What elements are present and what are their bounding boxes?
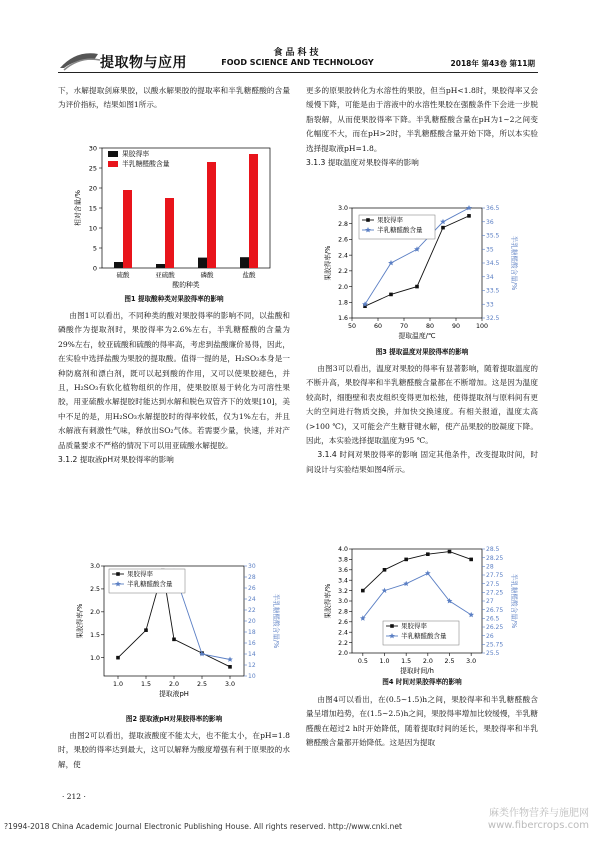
header-rule <box>58 72 538 73</box>
x-axis-label: 酸的种类 <box>172 281 200 289</box>
y-tick-label: 10 <box>88 224 97 233</box>
page-number: · 212 · <box>62 792 86 801</box>
data-point-pectin-yield <box>415 285 419 289</box>
figure-2-chart <box>72 560 282 710</box>
x-tick-label: 2.5 <box>444 658 455 665</box>
y2-tick-label: 28 <box>486 563 494 571</box>
y-axis-label: 果胶得率/% <box>324 245 332 281</box>
data-point-pectin-yield <box>389 293 393 297</box>
figure-1-chart <box>70 140 280 292</box>
paragraph: 由图2可以看出，提取液酸度不能太大，也不能太小，在pH=1.8时，果胶的得率达到最大，这可以解释为酸度增强有利于原果胶的水解，使 <box>58 731 290 769</box>
data-point-pectin-yield <box>469 558 473 562</box>
y-tick-label: 2.6 <box>338 619 348 626</box>
x-tick-label: 2.0 <box>422 658 433 665</box>
y2-tick-label: 27.25 <box>486 589 504 597</box>
paragraph: 由图1可以看出，不同种类的酸对果胶得率的影响不同，以盐酸和磷酸作为提取剂时，果胶得率为2.6%左右，半乳糖醛酸的含量为29%左右，较亚硫酸和硫酸的得率高，考虑到盐酸廉价易得，因此，在实验中选择盐酸为果胶的提取酸。值得一提的是，H₂SO₃本身是一种防腐剂和漂白剂，既可以起到酸的作用，又可以使果胶褪色，并且，H₂SO₃有软化植物组织的作用，使果胶原易于转化为可溶性果胶，用亚硫酸水解提胶时能达到水解和脱色双管齐下的效果[10]，美中不足的是，用H₂SO₃水解提胶时的得率较低，仅为1%左右，并且水解液有刺激性气味，释放出SO₂气体。若需要少量，快速，并对产品质量要求不严格的情况下可以用亚硫酸水解提胶。 <box>58 311 290 450</box>
x-axis-label: 提取温度/℃ <box>398 332 436 340</box>
x-tick-label: 50 <box>347 323 357 330</box>
y-tick-label: 20 <box>88 184 97 193</box>
x-axis-label: 提取液pH <box>159 690 189 698</box>
y2-tick-label: 26 <box>486 632 494 640</box>
x-axis-label: 提取时间/h <box>400 667 434 675</box>
issue-info: 2018年 第43卷 第11期 <box>450 59 535 68</box>
section-logo-text: 提取物与应用 <box>100 55 187 71</box>
y2-tick-label: 36 <box>486 218 494 226</box>
data-point-galacturonic-acid <box>403 581 409 586</box>
y-tick-label: 2.4 <box>338 629 348 637</box>
y2-tick-label: 28.25 <box>486 554 504 562</box>
watermark <box>488 808 589 832</box>
legend-label: 果胶得率 <box>377 216 403 224</box>
figure-3-chart <box>316 202 528 342</box>
figure-2-caption: 图2 提取液pH对果胶得率的影响 <box>125 715 223 723</box>
paragraph: 由图3可以看出，温度对果胶的得率有显著影响，随着提取温度的不断升高，果胶得率和半乳糖醛酸含量都在不断增加。这是因为温度较高时，细胞壁和表皮组织变得更加松弛，使得提取剂与原料间有更大的空间进行物质交换，并加快交换速度。有相关报道，温度太高(>100 ℃)，又可能会产生糖苷键水解，使产品果胶的胶凝度下降。因此，本实验选择提取温度为95 ℃。 <box>306 364 538 446</box>
bar-galacturonic-acid <box>207 162 216 268</box>
y2-tick-label: 26.75 <box>486 606 504 614</box>
x-tick-label: 70 <box>399 323 409 330</box>
y-tick-label: 3.0 <box>90 563 100 571</box>
legend-label: 半乳糖醛酸含量 <box>127 580 173 588</box>
x-tick-label: 盐酸 <box>242 271 256 279</box>
x-tick-label: 1.0 <box>112 681 124 688</box>
bar-pectin-yield <box>156 264 165 268</box>
y-axis-label: 果胶得率/% <box>324 583 332 619</box>
bar-galacturonic-acid <box>165 198 174 268</box>
watermark-line-1: 麻类作物营养与施肥网 <box>489 808 589 819</box>
y2-tick-label: 28 <box>248 574 256 582</box>
y2-tick-label: 34.5 <box>486 260 500 268</box>
y2-tick-label: 26.5 <box>486 615 500 623</box>
y-tick-label: 1.8 <box>338 299 348 307</box>
x-tick-label: 100 <box>475 323 489 330</box>
paragraph: 更多的原果胶转化为水溶性的果胶，但当pH<1.8时，果胶得率又会缓慢下降，可能是由于溶液中的水溶性果胶在强酸条件下会进一步脱脂裂解，从而使果胶得率下降。半乳糖醛酸含量在pH为1~2之间变化幅度不大，而在pH>2时，半乳糖醛酸含量开始下降，所以本实验选择提取液pH=1.8。 <box>306 86 538 153</box>
y-tick-label: 2.6 <box>338 236 348 244</box>
figure-4-chart <box>316 543 528 675</box>
y2-tick-label: 36.5 <box>486 205 500 213</box>
legend-swatch <box>108 161 118 167</box>
x-tick-label: 1.0 <box>379 658 390 665</box>
legend-label: 半乳糖醛酸含量 <box>122 160 170 168</box>
y2-axis-label: 半乳糖醛酸含量/% <box>272 593 280 649</box>
y-tick-label: 30 <box>88 144 97 153</box>
y2-tick-label: 10 <box>248 673 256 681</box>
data-point-galacturonic-acid <box>382 588 388 593</box>
legend-marker <box>366 218 370 222</box>
y-tick-label: 3.8 <box>338 556 348 564</box>
section-heading: 3.1.3 提取温度对果胶得率的影响 <box>306 158 419 168</box>
y2-tick-label: 27.5 <box>486 580 500 588</box>
y2-tick-label: 16 <box>248 640 256 648</box>
bar-galacturonic-acid <box>123 190 132 268</box>
y2-tick-label: 25.5 <box>486 650 500 658</box>
data-point-pectin-yield <box>172 638 176 642</box>
y-tick-label: 4.0 <box>338 546 348 554</box>
y-tick-label: 1.5 <box>90 631 100 639</box>
paragraph: 由图4可以看出，在(0.5~1.5)h之间，果胶得率和半乳糖醛酸含量呈增加趋势，在(1.5~2.5)h之间，果胶得率增加比较缓慢，半乳糖醛酸在超过2 h时开始降低，随着提取时间的延长，果胶得率和半乳糖醛酸含量都开始降低。这是因为提取 <box>306 695 538 748</box>
y2-tick-label: 25.75 <box>486 641 504 649</box>
y2-axis-label: 半乳糖醛酸含量/% <box>510 573 518 629</box>
x-tick-label: 0.5 <box>357 658 368 665</box>
y-tick-label: 3.4 <box>338 577 348 585</box>
y-tick-label: 2.0 <box>338 283 348 291</box>
bar-galacturonic-acid <box>249 154 258 268</box>
data-point-pectin-yield <box>144 628 148 632</box>
data-point-pectin-yield <box>228 665 232 669</box>
y-tick-label: 2.0 <box>338 650 348 658</box>
legend-marker <box>116 572 120 576</box>
x-tick-label: 亚硫酸 <box>155 271 175 279</box>
y-tick-label: 0 <box>92 264 97 273</box>
copyright-footer: ?1994-2018 China Academic Journal Electronic Publishing House. All rights reserved. http://www.cnki.net <box>4 822 403 831</box>
right-column-bottom <box>306 693 538 751</box>
x-tick-label: 2.0 <box>168 681 180 688</box>
series-line-pectin-yield <box>363 552 471 591</box>
y2-tick-label: 20 <box>248 618 256 626</box>
y-tick-label: 2.5 <box>90 586 100 594</box>
data-point-galacturonic-acid <box>227 657 233 662</box>
y-tick-label: 3.0 <box>338 598 348 606</box>
x-tick-label: 80 <box>425 323 435 330</box>
y2-tick-label: 26.25 <box>486 624 504 632</box>
y2-tick-label: 33 <box>486 301 494 309</box>
data-point-pectin-yield <box>404 558 408 562</box>
x-tick-label: 60 <box>373 323 383 330</box>
y-tick-label: 2.8 <box>338 608 348 616</box>
y2-tick-label: 18 <box>248 629 256 637</box>
figure-1-caption: 图1 提取酸种类对果胶得率的影响 <box>124 295 224 303</box>
x-tick-label: 3.0 <box>224 681 236 688</box>
legend-label: 果胶得率 <box>127 570 153 578</box>
bar-pectin-yield <box>114 262 123 268</box>
y-tick-label: 25 <box>88 164 97 173</box>
data-point-pectin-yield <box>448 550 452 554</box>
watermark-line-2: www.fibercrops.com <box>487 820 589 831</box>
y-tick-label: 1.6 <box>338 315 348 323</box>
journal-title-en: FOOD SCIENCE AND TECHNOLOGY <box>221 58 374 67</box>
data-point-galacturonic-acid <box>468 612 474 617</box>
left-column-bottom <box>58 729 290 772</box>
figure-4-caption: 图4 时间对果胶得率的影响 <box>382 678 462 686</box>
y-axis-label: 果胶得率/% <box>76 603 84 639</box>
x-tick-label: 1.5 <box>140 681 152 688</box>
data-point-pectin-yield <box>426 552 430 556</box>
paragraph: 下，水解提取剑麻果胶，以酸水解果胶的提取率和半乳糖醛酸的含量为评价指标，结果如图1所示。 <box>58 86 290 110</box>
x-tick-label: 90 <box>451 323 461 330</box>
y-tick-label: 3.2 <box>338 587 348 595</box>
right-column-top <box>306 84 538 170</box>
y2-tick-label: 28.5 <box>486 546 500 554</box>
section-heading: 3.1.2 提取液pH对果胶得率的影响 <box>58 455 174 465</box>
legend-marker <box>390 624 394 628</box>
series-line-galacturonic-acid <box>363 573 471 618</box>
y-tick-label: 15 <box>88 204 97 213</box>
left-column-top <box>58 84 290 113</box>
bar-pectin-yield <box>240 257 249 268</box>
legend-label: 果胶得率 <box>401 622 427 630</box>
y-tick-label: 2.2 <box>338 268 348 276</box>
data-point-galacturonic-acid <box>466 205 472 210</box>
y2-tick-label: 34 <box>486 273 494 281</box>
x-tick-label: 3.0 <box>466 658 477 665</box>
journal-title-cn: 食品科技 <box>273 48 322 58</box>
y2-tick-label: 32.5 <box>486 315 500 323</box>
y2-tick-label: 27.75 <box>486 572 504 580</box>
legend-swatch <box>108 151 118 157</box>
y-tick-label: 5 <box>92 244 97 253</box>
y2-tick-label: 27 <box>486 598 494 606</box>
y2-tick-label: 26 <box>248 585 256 593</box>
y-tick-label: 2.2 <box>338 639 348 647</box>
y-tick-label: 1.0 <box>90 654 100 662</box>
y-tick-label: 2.8 <box>338 220 348 228</box>
x-tick-label: 1.5 <box>401 658 412 665</box>
figure-3-caption: 图3 提取温度对果胶得率的影响 <box>375 348 469 356</box>
y2-tick-label: 24 <box>248 596 256 604</box>
data-point-pectin-yield <box>383 568 387 572</box>
section-heading: 3.1.4 时间对果胶得率的影响 固定其他条件，改变提取时间，时间设计与实验结果如图4所示。 <box>306 450 538 474</box>
y-tick-label: 2.4 <box>338 252 348 260</box>
legend-label: 半乳糖醛酸含量 <box>377 226 423 234</box>
x-tick-label: 2.5 <box>196 681 208 688</box>
x-tick-label: 硫酸 <box>116 271 130 279</box>
data-point-galacturonic-acid <box>425 570 431 575</box>
y2-tick-label: 35.5 <box>486 232 500 240</box>
y2-tick-label: 12 <box>248 662 256 670</box>
y-axis-label: 相对含量/% <box>74 190 82 226</box>
y-tick-label: 3.6 <box>338 567 348 574</box>
bar-pectin-yield <box>198 258 207 268</box>
data-point-pectin-yield <box>116 656 120 660</box>
y2-tick-label: 14 <box>248 651 256 659</box>
y2-tick-label: 30 <box>248 563 256 571</box>
y2-tick-label: 33.5 <box>486 287 500 295</box>
y2-axis-label: 半乳糖醛酸含量/% <box>510 235 518 291</box>
y2-tick-label: 35 <box>486 246 494 254</box>
y2-tick-label: 22 <box>248 607 256 615</box>
data-point-pectin-yield <box>361 589 365 593</box>
x-tick-label: 磷酸 <box>200 271 214 279</box>
data-point-galacturonic-acid <box>388 260 394 265</box>
data-point-pectin-yield <box>467 214 471 218</box>
legend-label: 果胶得率 <box>122 150 150 158</box>
data-point-pectin-yield <box>441 226 445 230</box>
y-tick-label: 2.0 <box>90 609 100 617</box>
right-column-mid <box>306 362 538 477</box>
left-column-mid <box>58 309 290 467</box>
y-tick-label: 3.0 <box>338 205 348 213</box>
legend-label: 半乳糖醛酸含量 <box>401 632 447 640</box>
